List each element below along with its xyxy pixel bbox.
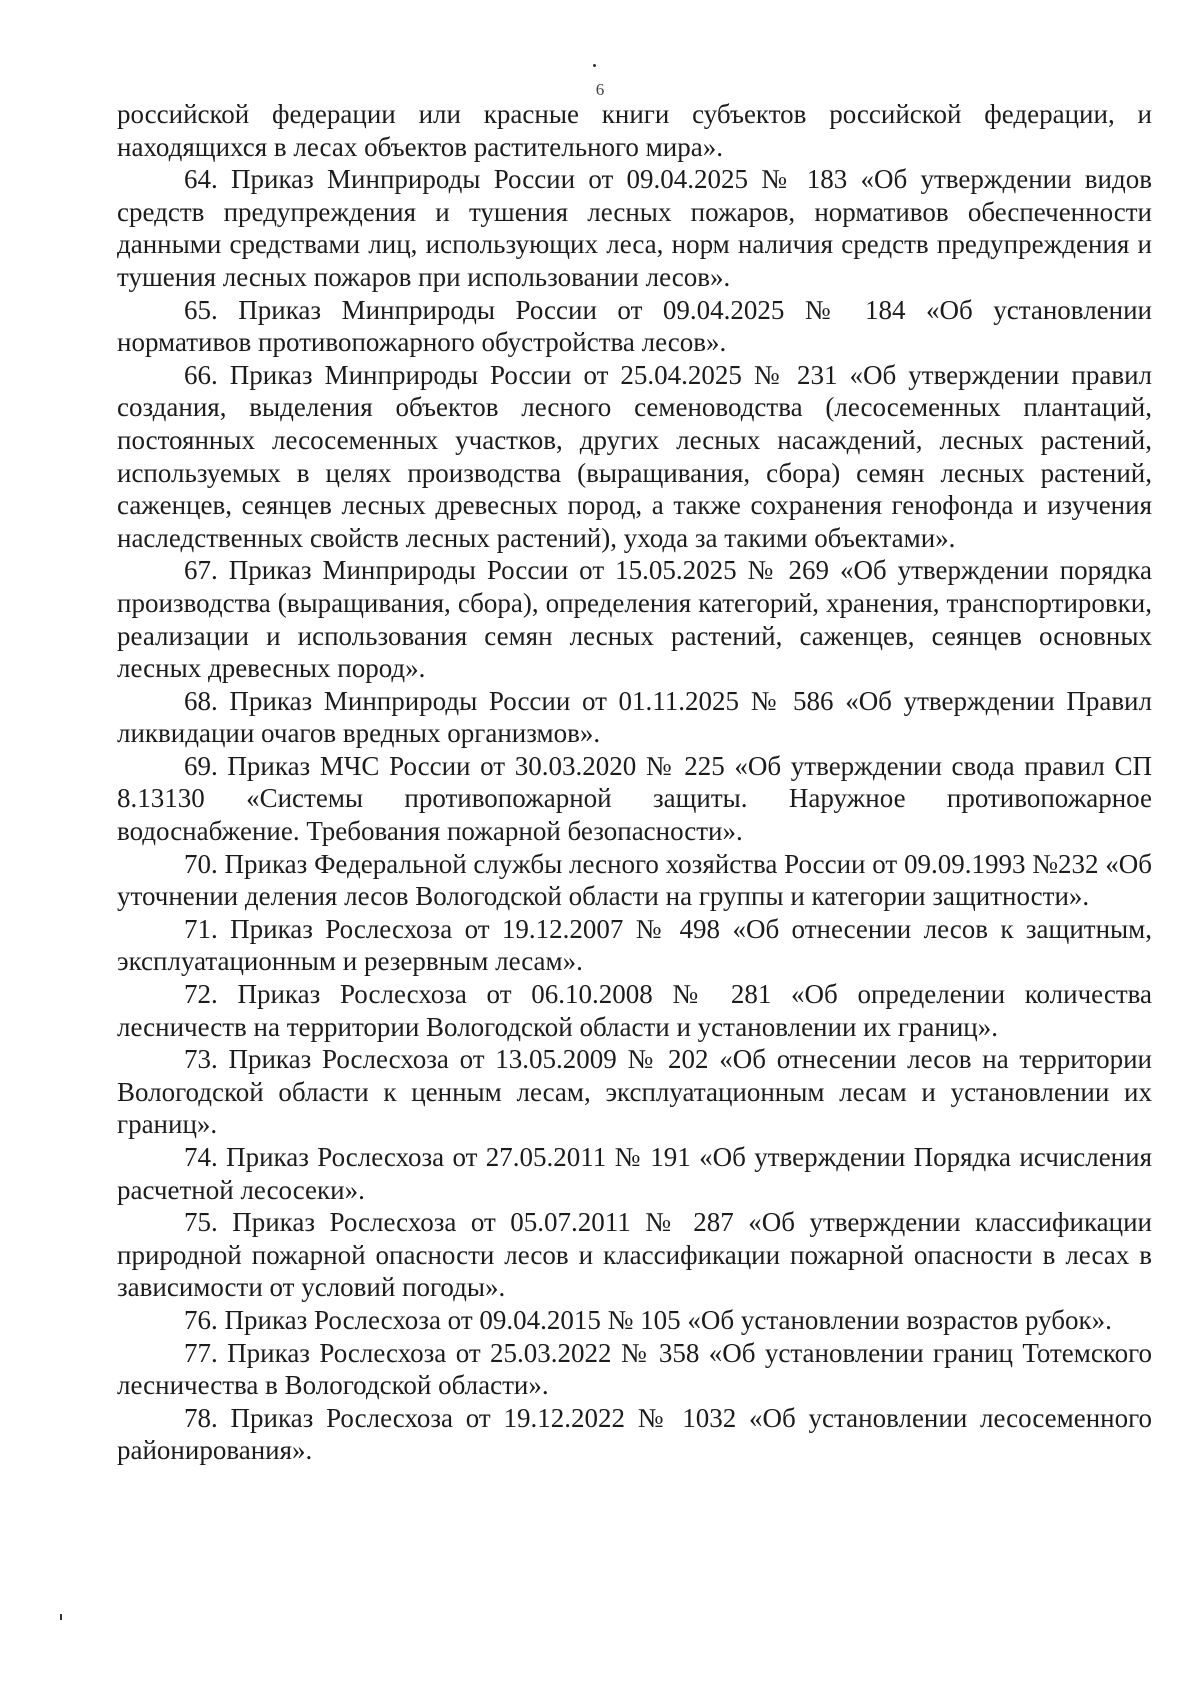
list-item-70: 70. Приказ Федеральной службы лесного хозяйства России от 09.09.1993 №232 «Об уточнении деления лесов Вологодской области на группы и категории защитности». bbox=[117, 848, 1152, 912]
scan-edge-mark bbox=[60, 1614, 62, 1620]
list-item-65: 65. Приказ Минприроды России от 09.04.2025 № 184 «Об установлении нормативов противопожарного обустройства лесов». bbox=[117, 294, 1152, 358]
list-item-68: 68. Приказ Минприроды России от 01.11.2025 № 586 «Об утверждении Правил ликвидации очагов вредных организмов». bbox=[117, 685, 1152, 749]
list-item-78: 78. Приказ Рослесхоза от 19.12.2022 № 1032 «Об установлении лесосеменного районирования». bbox=[117, 1402, 1152, 1466]
list-item-69: 69. Приказ МЧС России от 30.03.2020 № 225 «Об утверждении свода правил СП 8.13130 «Системы противопожарной защиты. Наружное противопожарное водоснабжение. Требования пожарной безопасности». bbox=[117, 750, 1152, 847]
list-item-74: 74. Приказ Рослесхоза от 27.05.2011 № 191 «Об утверждении Порядка исчисления расчетной лесосеки». bbox=[117, 1142, 1152, 1205]
list-item-67: 67. Приказ Минприроды России от 15.05.2025 № 269 «Об утверждении порядка производства (выращивания, сбора), определения категорий, хранения, транспортировки, реализации и использования семян лесных растений, саженцев, сеянцев основных лесных древесных пород». bbox=[117, 555, 1152, 684]
page-number: 6 bbox=[595, 80, 605, 99]
list-item-77: 77. Приказ Рослесхоза от 25.03.2022 № 358 «Об установлении границ Тотемского лесничества в Вологодской области». bbox=[117, 1337, 1152, 1401]
document-body bbox=[117, 98, 1152, 1467]
list-item-64: 64. Приказ Минприроды России от 09.04.2025 № 183 «Об утверждении видов средств предупреждения и тушения лесных пожаров, нормативов обеспеченности данными средствами лиц, использующих леса, норм наличия средств предупреждения и тушения лесных пожаров при использовании лесов». bbox=[117, 164, 1152, 292]
list-item-76: 76. Приказ Рослесхоза от 09.04.2015 № 105 «Об установлении возрастов рубок». bbox=[184, 1304, 1112, 1335]
list-item-73: 73. Приказ Рослесхоза от 13.05.2009 № 202 «Об отнесении лесов на территории Вологодской области к ценным лесам, эксплуатационным лесам и установлении их границ». bbox=[117, 1044, 1152, 1140]
list-item-71: 71. Приказ Рослесхоза от 19.12.2007 № 498 «Об отнесении лесов к защитным, эксплуатационным и резервным лесам». bbox=[117, 913, 1152, 977]
list-item-72: 72. Приказ Рослесхоза от 06.10.2008 № 281 «Об определении количества лесничеств на территории Вологодской области и установлении их границ». bbox=[117, 979, 1152, 1042]
paragraph-continuation: российской федерации или красные книги субъектов российской федерации, и находящихся в лесах объектов растительного мира». bbox=[117, 99, 1152, 162]
scan-dot-mark bbox=[593, 64, 596, 67]
list-item-66: 66. Приказ Минприроды России от 25.04.2025 № 231 «Об утверждении правил создания, выделения объектов лесного семеноводства (лесосеменных плантаций, постоянных лесосеменных участков, других лесных насаждений, лесных растений, используемых в целях производства (выращивания, сбора) семян лесных растений, саженцев, сеянцев лесных древесных пород, а также сохранения генофонда и изучения наследственных свойств лесных растений), ухода за такими объектами». bbox=[117, 359, 1152, 553]
list-item-75: 75. Приказ Рослесхоза от 05.07.2011 № 287 «Об утверждении классификации природной пожарной опасности лесов и классификации пожарной опасности в лесах в зависимости от условий погоды». bbox=[117, 1207, 1152, 1303]
